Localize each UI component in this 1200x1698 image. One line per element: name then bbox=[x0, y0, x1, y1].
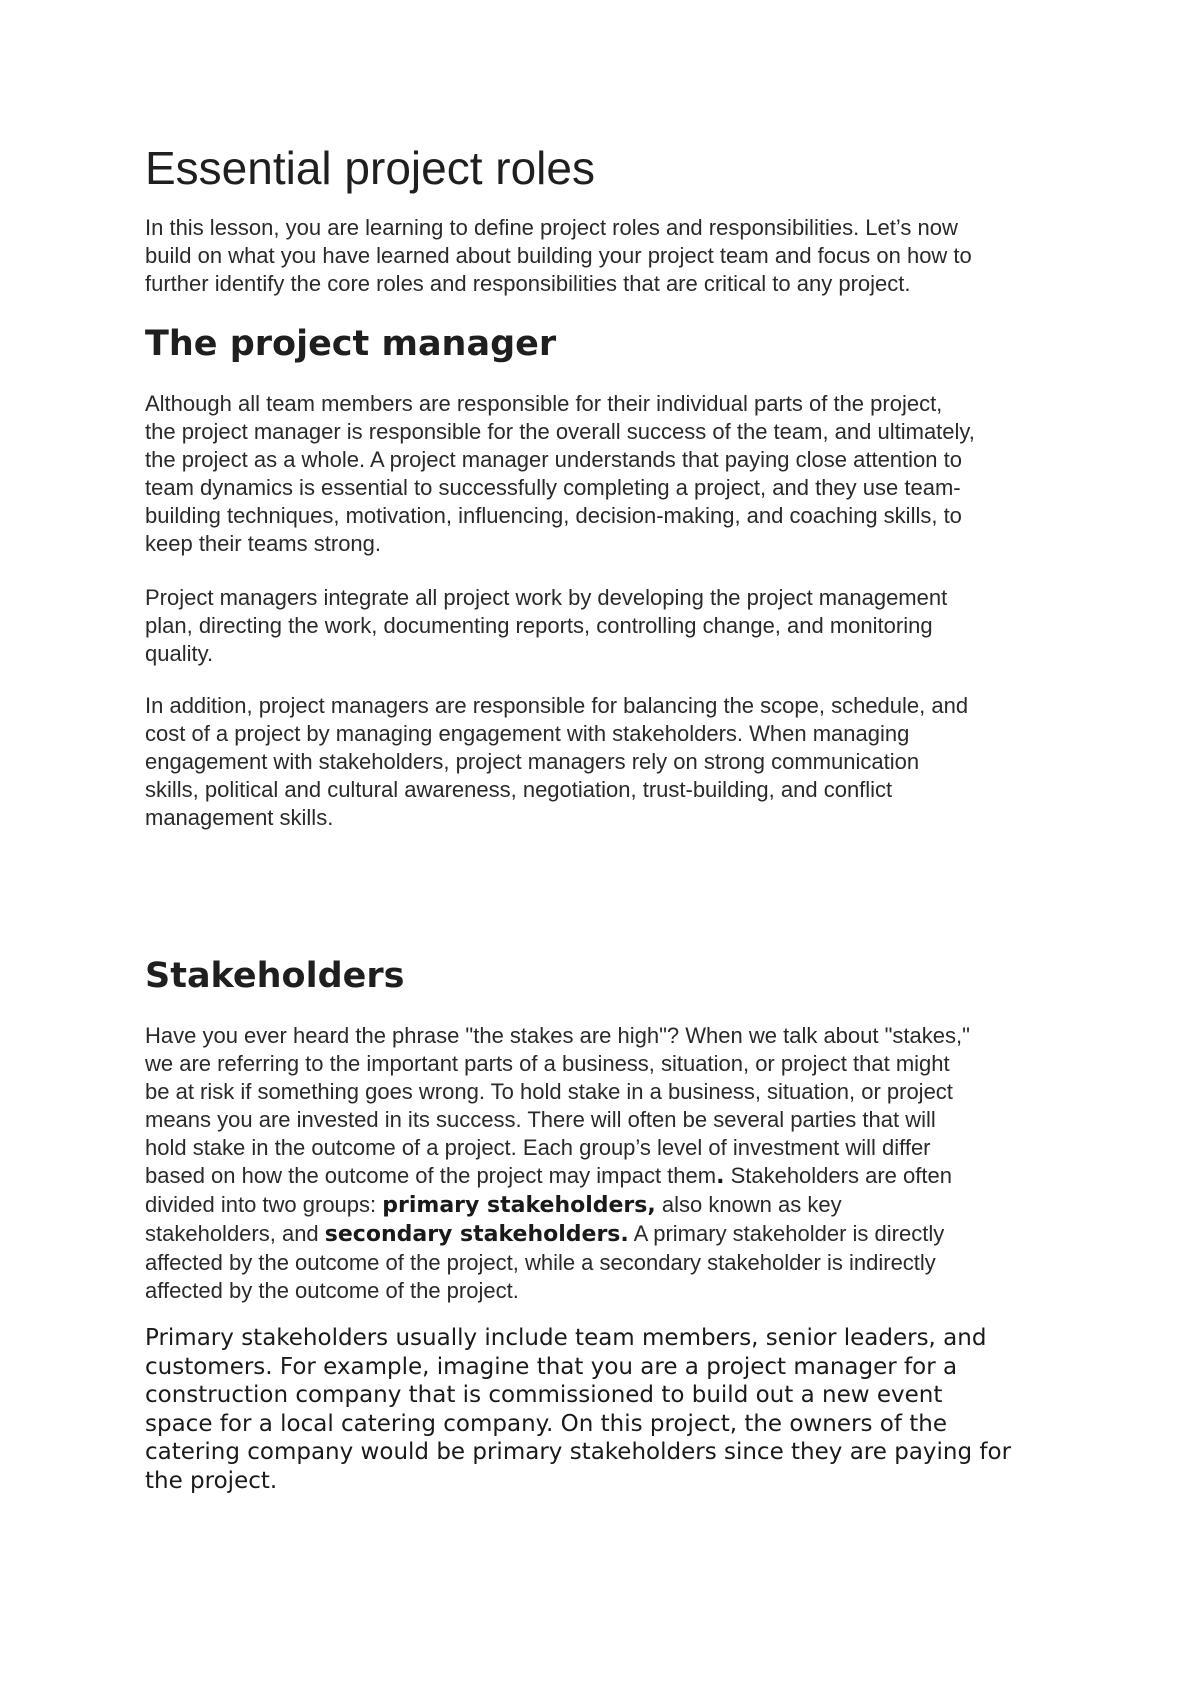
text-line: management skills. bbox=[145, 805, 334, 830]
stakeholders-paragraph-1 bbox=[145, 1022, 970, 1305]
project-manager-paragraph-1 bbox=[145, 390, 975, 558]
text-line: we are referring to the important parts of a business, situation, or project that might bbox=[145, 1051, 950, 1076]
text-run: also known as key bbox=[655, 1192, 842, 1217]
text-line: Project managers integrate all project work by developing the project management bbox=[145, 585, 948, 610]
text-line bbox=[145, 1220, 970, 1249]
text-line bbox=[145, 1162, 970, 1191]
text-line: construction company that is commissioned to build out a new event bbox=[145, 1382, 943, 1409]
text-line: Primary stakeholders usually include team members, senior leaders, and bbox=[145, 1325, 987, 1351]
text-line: catering company would be primary stakeholders since they are paying for bbox=[145, 1439, 1012, 1466]
text-line: hold stake in the outcome of a project. Each group’s level of investment will differ bbox=[145, 1135, 931, 1160]
text-line: the project manager is responsible for the overall success of the team, and ultimately, bbox=[145, 419, 975, 444]
text-line: skills, political and cultural awareness, negotiation, trust-building, and conflict bbox=[145, 777, 893, 802]
text-line: means you are invested in its success. There will often be several parties that will bbox=[145, 1107, 936, 1132]
bold-period: . bbox=[716, 1164, 725, 1189]
text-line: affected by the outcome of the project, while a secondary stakeholder is indirectly bbox=[145, 1250, 936, 1275]
text-line: affected by the outcome of the project. bbox=[145, 1278, 519, 1303]
text-line: plan, directing the work, documenting reports, controlling change, and monitoring bbox=[145, 613, 933, 638]
text-line: quality. bbox=[145, 641, 214, 666]
bold-term-primary-stakeholders: primary stakeholders, bbox=[382, 1193, 656, 1218]
text-line: be at risk if something goes wrong. To hold stake in a business, situation, or project bbox=[145, 1079, 953, 1104]
text-line: keep their teams strong. bbox=[145, 531, 382, 556]
text-line: cost of a project by managing engagement with stakeholders. When managing bbox=[145, 721, 910, 746]
text-line bbox=[145, 1191, 970, 1220]
text-line: space for a local catering company. On this project, the owners of the bbox=[145, 1410, 947, 1437]
text-run: divided into two groups: bbox=[145, 1192, 383, 1217]
text-line: In addition, project managers are responsible for balancing the scope, schedule, and bbox=[145, 693, 969, 718]
text-line: further identify the core roles and responsibilities that are critical to any project. bbox=[145, 271, 911, 296]
text-line: team dynamics is essential to successfully completing a project, and they use team- bbox=[145, 475, 961, 500]
text-run: based on how the outcome of the project may impact them bbox=[145, 1163, 717, 1188]
text-line: In this lesson, you are learning to define project roles and responsibilities. Let’s now bbox=[145, 215, 958, 240]
project-manager-paragraph-2 bbox=[145, 584, 947, 668]
section-heading-project-manager: The project manager bbox=[145, 324, 557, 364]
text-line: the project. bbox=[145, 1467, 278, 1494]
text-line: engagement with stakeholders, project managers rely on strong communication bbox=[145, 749, 920, 774]
text-line: Although all team members are responsible for their individual parts of the project, bbox=[145, 391, 943, 416]
page-title: Essential project roles bbox=[145, 142, 595, 194]
text-run: A primary stakeholder is directly bbox=[628, 1221, 945, 1246]
text-run: stakeholders, and bbox=[145, 1221, 325, 1246]
project-manager-paragraph-3 bbox=[145, 692, 968, 832]
bold-term-secondary-stakeholders: secondary stakeholders. bbox=[324, 1222, 629, 1247]
intro-paragraph bbox=[145, 214, 972, 298]
stakeholders-paragraph-2 bbox=[145, 1324, 1011, 1496]
text-line: Have you ever heard the phrase "the stakes are high"? When we talk about "stakes," bbox=[145, 1023, 970, 1048]
text-line: the project as a whole. A project manager understands that paying close attention to bbox=[145, 447, 962, 472]
text-line: building techniques, motivation, influencing, decision-making, and coaching skills, to bbox=[145, 503, 962, 528]
text-run: Stakeholders are often bbox=[724, 1163, 952, 1188]
text-line: customers. For example, imagine that you are a project manager for a bbox=[145, 1353, 958, 1380]
text-line: build on what you have learned about building your project team and focus on how to bbox=[145, 243, 972, 268]
section-heading-stakeholders: Stakeholders bbox=[145, 956, 405, 996]
